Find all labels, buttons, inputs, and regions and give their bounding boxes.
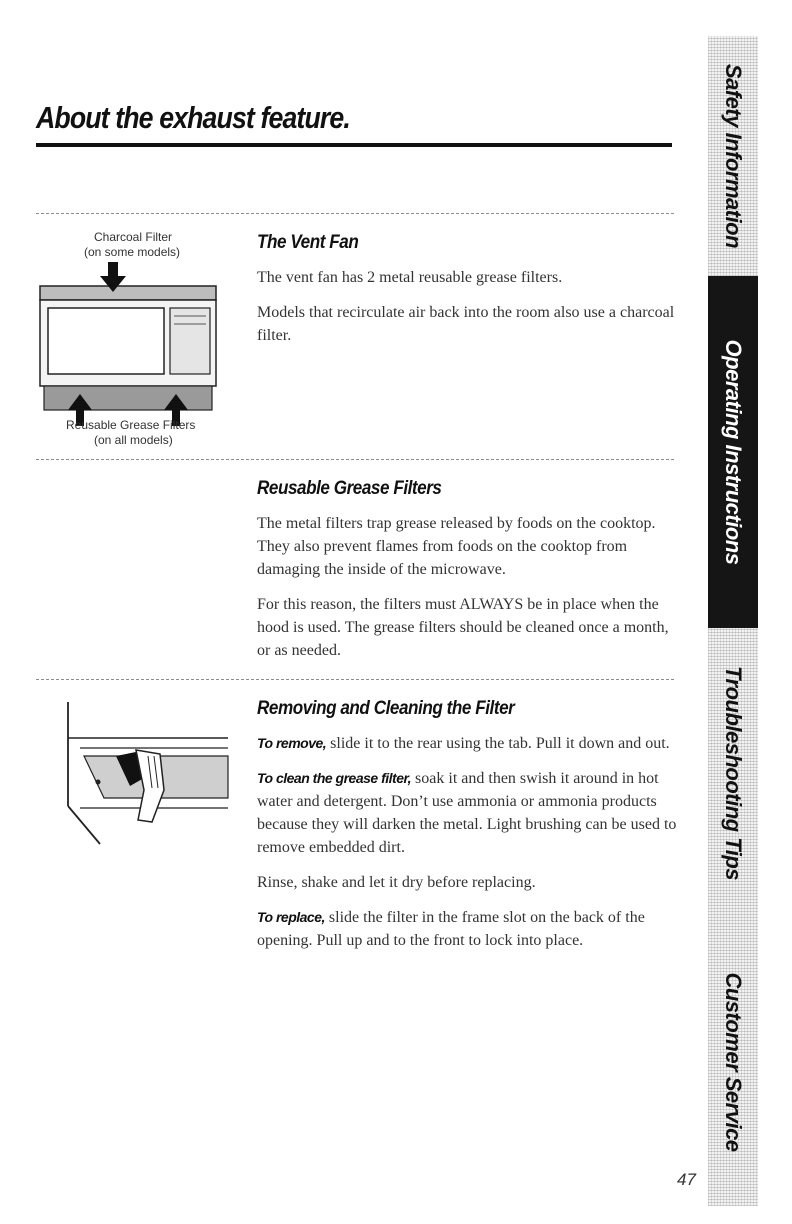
- tab-label: Troubleshooting Tips: [721, 665, 746, 881]
- page-title: About the exhaust feature.: [36, 100, 350, 135]
- charcoal-filter-label: Charcoal Filter: [94, 230, 173, 244]
- clean-text: soak it and then swish it around in hot water and detergent. Don’t use ammonia or ammonia products because they will darken the metal. Light brushing can be used to remove embedded dirt.: [257, 770, 677, 856]
- vent-fan-paragraph: The vent fan has 2 metal reusable grease filters.: [257, 269, 563, 286]
- rinse-paragraph: Rinse, shake and let it dry before replacing.: [257, 874, 536, 891]
- section-divider: [36, 459, 674, 460]
- section-tab-sidebar: [708, 36, 758, 1206]
- tab-safety-information[interactable]: [708, 36, 758, 276]
- filter-removal-diagram: [40, 694, 230, 854]
- page-number: 47: [677, 1170, 696, 1189]
- replace-paragraph: [257, 906, 677, 952]
- grease-filters-section: [257, 478, 677, 674]
- remove-text: slide it to the rear using the tab. Pull it down and out.: [330, 735, 670, 752]
- grease-filter-note: (on all models): [94, 433, 173, 447]
- replace-text: slide the filter in the frame slot on the back of the opening. Pull up and to the front to lock into place.: [257, 909, 645, 949]
- removing-cleaning-section: [257, 698, 677, 964]
- tab-label: Customer Service: [721, 972, 746, 1152]
- vent-fan-section: [257, 232, 677, 359]
- grease-filters-paragraph: The metal filters trap grease released by foods on the cooktop. They also prevent flames from foods on the cooktop from damaging the inside of the microwave.: [257, 515, 656, 578]
- tab-label: Safety Information: [721, 63, 746, 249]
- tab-operating-instructions[interactable]: [708, 276, 758, 628]
- section-divider: [36, 679, 674, 680]
- vent-fan-paragraph: Models that recirculate air back into the room also use a charcoal filter.: [257, 304, 675, 344]
- filter-removal-illustration: [40, 694, 230, 854]
- clean-paragraph: [257, 767, 677, 859]
- section-divider: [36, 213, 674, 214]
- replace-lead: To replace,: [257, 909, 325, 925]
- remove-paragraph: [257, 732, 677, 755]
- charcoal-filter-note: (on some models): [84, 245, 181, 259]
- grease-filter-label: Reusable Grease Filters: [66, 418, 196, 432]
- vent-fan-heading: The Vent Fan: [257, 232, 359, 253]
- clean-lead: To clean the grease filter,: [257, 770, 412, 786]
- grease-filters-heading: Reusable Grease Filters: [257, 478, 442, 499]
- tab-label: Operating Instructions: [721, 339, 746, 565]
- grease-filters-paragraph: For this reason, the filters must ALWAYS be in place when the hood is used. The grease filters should be cleaned once a month, or as needed.: [257, 596, 669, 659]
- remove-lead: To remove,: [257, 735, 327, 751]
- tab-troubleshooting-tips[interactable]: [708, 628, 758, 918]
- tab-customer-service[interactable]: [708, 918, 758, 1206]
- removing-heading: Removing and Cleaning the Filter: [257, 698, 515, 719]
- title-rule: [36, 143, 672, 147]
- microwave-filters-illustration: [36, 226, 236, 456]
